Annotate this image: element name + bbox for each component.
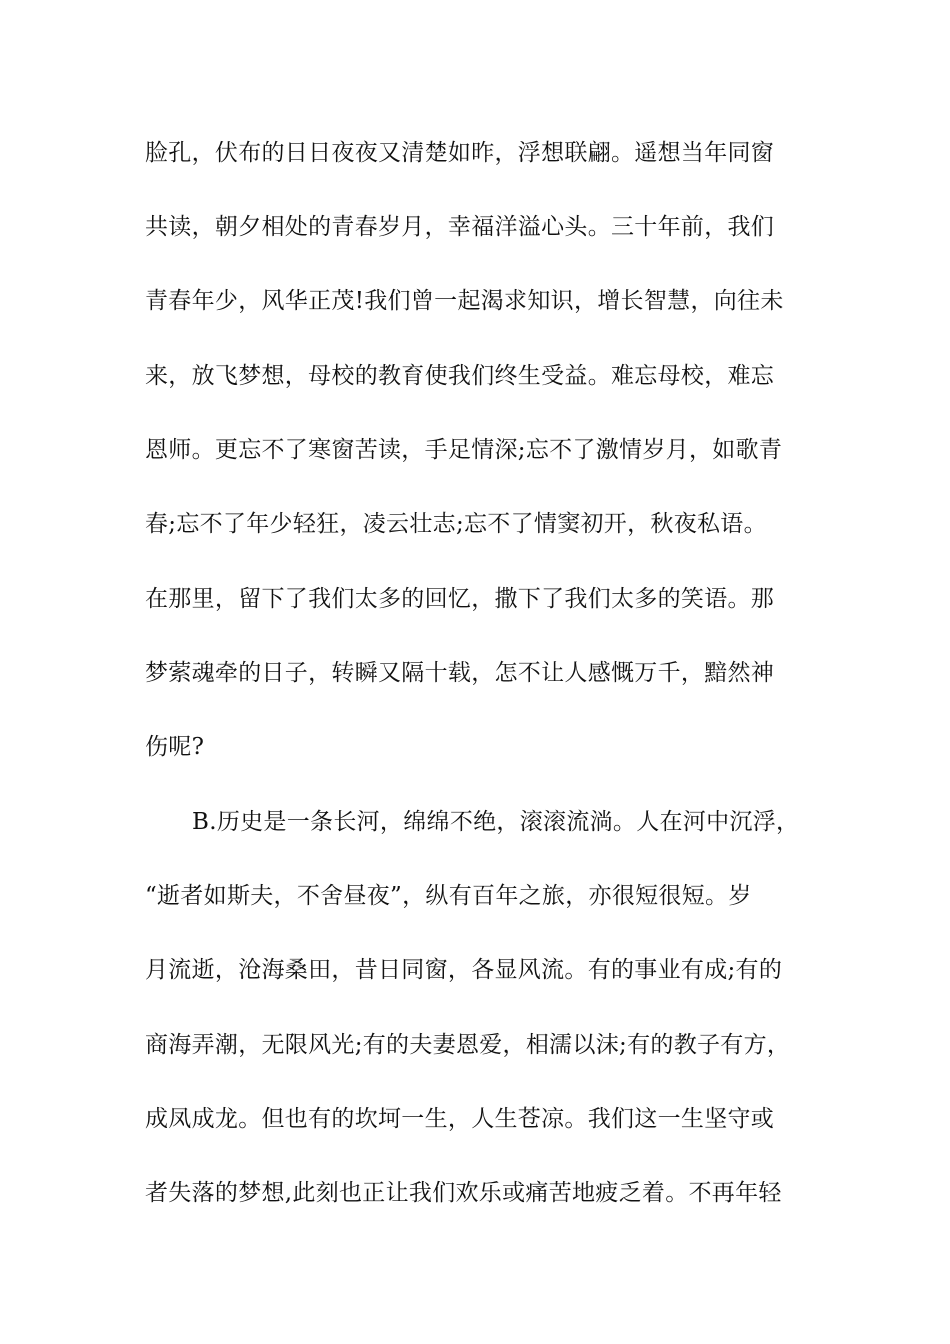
text-line: 恩师。更忘不了寒窗苦读，手足情深;忘不了激情岁月，如歌青: [145, 437, 783, 463]
text-line: 在那里，留下了我们太多的回忆，撒下了我们太多的笑语。那: [145, 586, 775, 612]
text-line: 青春年少，风华正茂!我们曾一起渴求知识，增长智慧，向往未: [145, 288, 784, 314]
text-line: 来，放飞梦想，母校的教育使我们终生受益。难忘母校，难忘: [145, 363, 775, 389]
text-line: 梦萦魂牵的日子，转瞬又隔十载，怎不让人感慨万千，黯然神: [145, 660, 775, 686]
text-line: 共读，朝夕相处的青春岁月，幸福洋溢心头。三十年前，我们: [145, 214, 775, 240]
text-line: 商海弄潮，无限风光;有的夫妻恩爱，相濡以沫;有的教子有方，: [145, 1032, 791, 1058]
text-line: 成凤成龙。但也有的坎坷一生，人生苍凉。我们这一生坚守或: [145, 1106, 775, 1132]
text-line: 者失落的梦想,此刻也正让我们欢乐或痛苦地疲乏着。不再年轻: [145, 1180, 782, 1206]
paragraph-first-line: B.历史是一条长河，绵绵不绝，滚滚流淌。人在河中沉浮，: [192, 809, 800, 835]
text-line: 春;忘不了年少轻狂，凌云壮志;忘不了情窦初开，秋夜私语。: [145, 511, 767, 537]
text-line: 月流逝，沧海桑田，昔日同窗，各显风流。有的事业有成;有的: [145, 957, 783, 983]
text-line: “逝者如斯夫，不舍昼夜”，纵有百年之旅，亦很短很短。岁: [145, 883, 752, 909]
text-line: 伤呢?: [145, 734, 205, 760]
text-line: 脸孔，伏布的日日夜夜又清楚如昨，浮想联翩。遥想当年同窗: [145, 140, 775, 166]
